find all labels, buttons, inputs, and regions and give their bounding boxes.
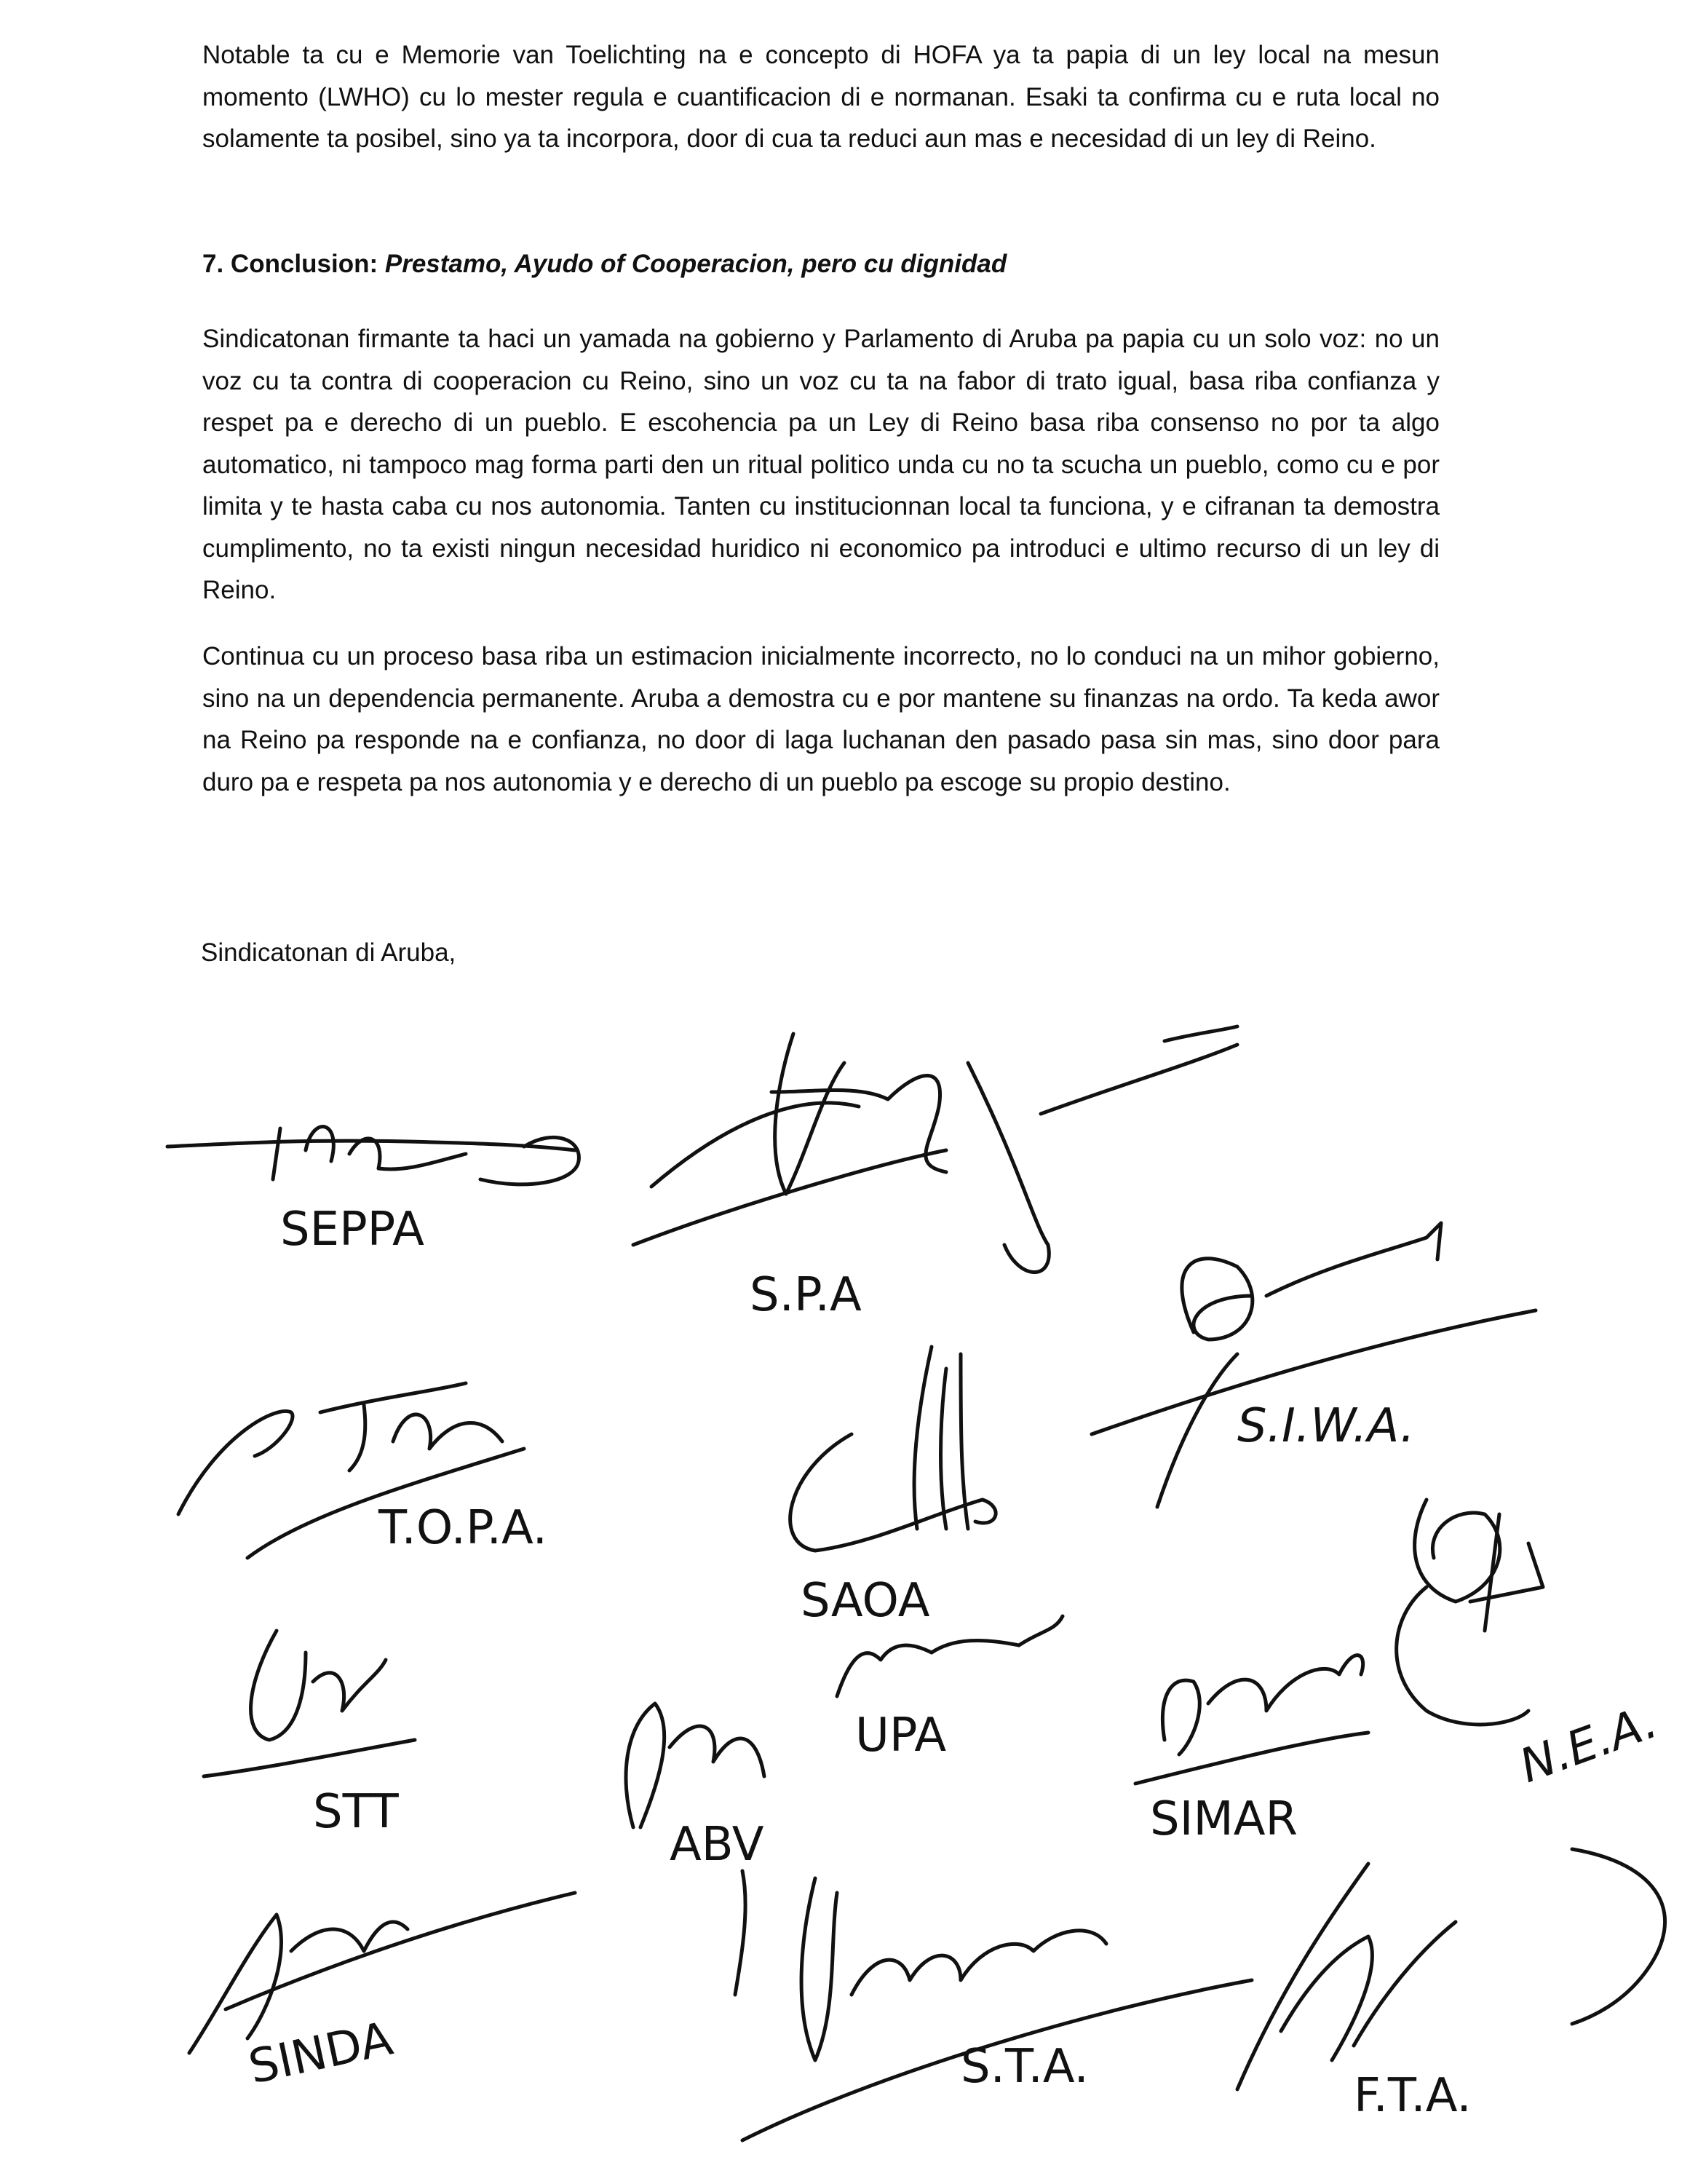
signature-label: ABV — [670, 1818, 764, 1872]
signature-label: F.T.A. — [1354, 2069, 1472, 2123]
paragraph-call-to-action — [202, 318, 1440, 612]
signature-label: S.I.W.A. — [1237, 1399, 1415, 1453]
signature-spa — [633, 1026, 1237, 1322]
signatures-svg — [0, 1005, 1706, 2184]
signature-sta — [735, 1871, 1252, 2140]
signature-label: S.T.A. — [961, 2040, 1089, 2094]
signature-nea — [1397, 1500, 1665, 1794]
signature-upa — [837, 1616, 1063, 1762]
signature-saoa — [790, 1347, 996, 1628]
signature-label: STT — [313, 1785, 399, 1839]
signature-siwa — [1092, 1223, 1536, 1507]
paragraph-text: Notable ta cu e Memorie van Toelichting na e concepto di HOFA ya ta papia di un ley local na mesun momento (LWHO) cu lo mester regula e cuantificacion di e normanan. Esaki ta confirma cu e ruta local no solamente ta posibel, sino ya ta incorpora, door di cua ta reduci aun mas e necesidad di un ley di Reino. — [202, 41, 1440, 153]
signature-simar — [1135, 1655, 1368, 1846]
signature-label: N.E.A. — [1512, 1695, 1665, 1795]
section-heading — [202, 246, 1007, 282]
signature-stt — [204, 1631, 415, 1839]
signature-block — [0, 1005, 1706, 2184]
paragraph-text: Continua cu un proceso basa riba un estimacion inicialmente incorrecto, no lo conduci na un mihor gobierno, sino na un dependencia permanente. Aruba a demostra cu e por mantene su finanzas na ordo. Ta keda awor na Reino pa responde na e confianza, no door di laga luchanan den pasado pasa sin mas, sino door para duro pa e respeta pa nos autonomia y e derecho di un pueblo pa escoge su propio destino. — [202, 642, 1440, 796]
signature-sinda — [189, 1893, 575, 2094]
paragraph-memorie — [202, 34, 1440, 160]
signature-label: S.P.A — [750, 1268, 862, 1322]
signature-label: SINDA — [244, 2011, 397, 2095]
heading-number: 7. Conclusion: — [202, 250, 385, 278]
paragraph-conclusion — [202, 636, 1440, 803]
signature-topa — [178, 1383, 547, 1558]
paragraph-text: Sindicatonan firmante ta haci un yamada na gobierno y Parlamento di Aruba pa papia cu un solo voz: no un voz cu ta contra di cooperacion cu Reino, sino un voz cu ta na fabor di trato igual, basa riba confianza y respet pa e derecho di un pueblo. E escohencia pa un Ley di Reino basa riba consenso no por ta algo automatico, ni tampoco mag forma parti den un ritual politico unda cu no ta scucha un pueblo, como cu e por limita y te hasta caba cu nos autonomia. Tanten cu institucionnan local ta funciona, y e cifranan ta demostra cumplimento, no ta existi ningun necesidad huridico ni economico pa introduci e ultimo recurso di un ley di Reino. — [202, 325, 1440, 604]
signature-seppa — [167, 1127, 579, 1257]
signature-label: SEPPA — [280, 1203, 424, 1257]
signature-label: T.O.P.A. — [378, 1501, 547, 1555]
signature-label: SIMAR — [1150, 1792, 1298, 1846]
signature-label: SAOA — [801, 1574, 930, 1628]
signature-fta — [1237, 1849, 1665, 2123]
closing-salutation: Sindicatonan di Aruba, — [201, 938, 456, 967]
signature-abv — [626, 1704, 764, 1872]
heading-title: Prestamo, Ayudo of Cooperacion, pero cu dignidad — [384, 250, 1007, 278]
signature-label: UPA — [855, 1709, 947, 1762]
